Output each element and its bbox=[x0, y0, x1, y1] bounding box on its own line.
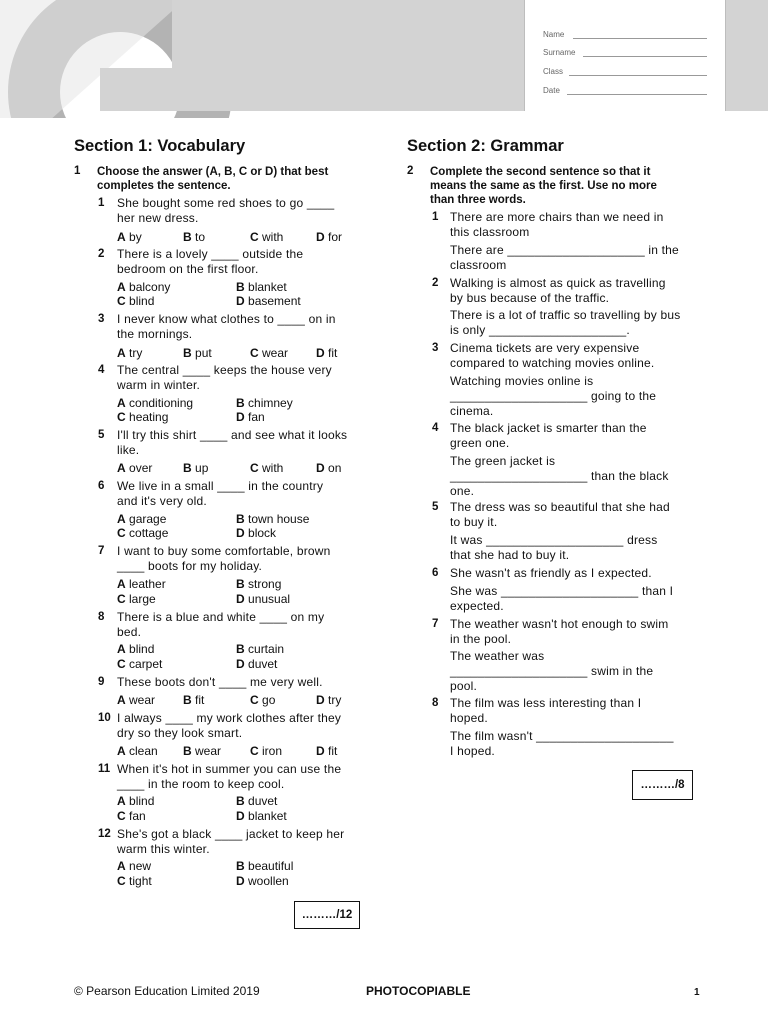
text-line: I'll try this shirt ____ and see what it looks bbox=[117, 428, 348, 442]
text-line: classroom bbox=[450, 258, 507, 272]
text-line: and it's very old. bbox=[117, 494, 207, 508]
option-text: up bbox=[195, 461, 209, 475]
option-letter: B bbox=[183, 230, 192, 244]
class-field[interactable] bbox=[569, 75, 707, 76]
text-line: The film was less interesting than I bbox=[450, 696, 642, 710]
option-text: conditioning bbox=[129, 396, 194, 410]
section-1-score-box[interactable]: ………/12 bbox=[294, 901, 360, 929]
text-line: green one. bbox=[450, 436, 510, 450]
surname-label: Surname bbox=[543, 48, 576, 57]
option-c[interactable] bbox=[250, 346, 288, 360]
option-text: leather bbox=[129, 577, 166, 591]
text-line: this classroom bbox=[450, 225, 530, 239]
option-a[interactable] bbox=[117, 230, 142, 244]
text-line: ____________________ than the black bbox=[450, 469, 669, 483]
second-sentence[interactable] bbox=[450, 454, 669, 499]
question-number: 3 bbox=[432, 342, 439, 354]
option-d[interactable] bbox=[236, 410, 265, 424]
exercise-1-instruction bbox=[97, 165, 328, 193]
question-text bbox=[117, 610, 324, 640]
option-b[interactable] bbox=[183, 461, 208, 475]
option-d[interactable] bbox=[236, 592, 290, 606]
option-letter: A bbox=[117, 859, 126, 873]
option-text: chimney bbox=[248, 396, 293, 410]
option-d[interactable] bbox=[236, 294, 301, 308]
option-text: garage bbox=[129, 512, 167, 526]
option-d[interactable] bbox=[316, 230, 342, 244]
text-line: The weather wasn't hot enough to swim bbox=[450, 617, 669, 631]
option-text: fit bbox=[195, 693, 205, 707]
text-line: The film wasn't ____________________ bbox=[450, 729, 674, 743]
option-letter: D bbox=[316, 461, 325, 475]
option-text: blind bbox=[129, 642, 155, 656]
option-letter: D bbox=[236, 526, 245, 540]
option-a[interactable] bbox=[117, 512, 166, 526]
second-sentence[interactable] bbox=[450, 533, 657, 563]
text-line: in the pool. bbox=[450, 632, 512, 646]
text-line: She was ____________________ than I bbox=[450, 584, 674, 598]
option-letter: C bbox=[250, 230, 259, 244]
instruction-line: than three words. bbox=[430, 194, 526, 206]
text-line: her new dress. bbox=[117, 211, 199, 225]
option-text: strong bbox=[248, 577, 282, 591]
option-text: clean bbox=[129, 744, 158, 758]
option-a[interactable] bbox=[117, 280, 170, 294]
second-sentence[interactable] bbox=[450, 649, 653, 694]
option-letter: B bbox=[183, 461, 192, 475]
option-letter: C bbox=[117, 657, 126, 671]
option-letter: D bbox=[236, 809, 245, 823]
exercise-2-number: 2 bbox=[407, 165, 414, 177]
text-line: pool. bbox=[450, 679, 478, 693]
option-text: large bbox=[129, 592, 156, 606]
question-number: 5 bbox=[98, 429, 105, 441]
option-text: unusual bbox=[248, 592, 291, 606]
first-sentence bbox=[450, 421, 647, 451]
option-a[interactable] bbox=[117, 577, 166, 591]
option-letter: B bbox=[236, 512, 245, 526]
option-text: new bbox=[129, 859, 152, 873]
second-sentence[interactable] bbox=[450, 729, 674, 759]
option-letter: D bbox=[316, 744, 325, 758]
option-text: blind bbox=[129, 794, 155, 808]
date-field[interactable] bbox=[567, 94, 707, 95]
instruction-line: means the same as the first. Use no more bbox=[430, 180, 657, 192]
question-number: 2 bbox=[98, 248, 105, 260]
text-line: dry so they look smart. bbox=[117, 726, 243, 740]
option-text: to bbox=[195, 230, 206, 244]
option-text: try bbox=[129, 346, 143, 360]
first-sentence bbox=[450, 210, 664, 240]
instruction-line: Choose the answer (A, B, C or D) that best bbox=[97, 166, 329, 178]
option-letter: B bbox=[236, 396, 245, 410]
option-text: duvet bbox=[248, 794, 278, 808]
option-b[interactable] bbox=[183, 693, 204, 707]
question-text bbox=[117, 247, 303, 277]
option-letter: D bbox=[236, 874, 245, 888]
name-field[interactable] bbox=[573, 38, 707, 39]
option-a[interactable] bbox=[117, 693, 155, 707]
option-letter: A bbox=[117, 744, 126, 758]
question-text bbox=[117, 312, 336, 342]
option-letter: B bbox=[236, 859, 245, 873]
option-text: blanket bbox=[248, 280, 287, 294]
option-letter: C bbox=[117, 410, 126, 424]
option-letter: C bbox=[117, 294, 126, 308]
question-number: 6 bbox=[98, 480, 105, 492]
text-line: the mornings. bbox=[117, 327, 193, 341]
option-a[interactable] bbox=[117, 642, 154, 656]
text-line: hoped. bbox=[450, 711, 488, 725]
option-letter: D bbox=[236, 592, 245, 606]
photocopiable-label: PHOTOCOPIABLE bbox=[366, 984, 471, 998]
option-c[interactable] bbox=[250, 744, 282, 758]
question-text bbox=[117, 711, 341, 741]
text-line: warm in winter. bbox=[117, 378, 201, 392]
question-text bbox=[117, 762, 341, 792]
option-c[interactable] bbox=[117, 657, 162, 671]
text-line: She's got a black ____ jacket to keep her bbox=[117, 827, 345, 841]
question-text bbox=[117, 675, 323, 690]
question-number: 1 bbox=[98, 197, 105, 209]
text-line: She wasn't as friendly as I expected. bbox=[450, 566, 652, 580]
option-text: fit bbox=[328, 744, 338, 758]
option-a[interactable] bbox=[117, 461, 152, 475]
option-text: wear bbox=[262, 346, 289, 360]
option-b[interactable] bbox=[236, 512, 309, 526]
option-text: by bbox=[129, 230, 142, 244]
option-c[interactable] bbox=[117, 526, 168, 540]
option-text: balcony bbox=[129, 280, 171, 294]
section-2-score-box[interactable]: ………/8 bbox=[632, 770, 693, 800]
option-text: fan bbox=[248, 410, 265, 424]
text-line: There is a blue and white ____ on my bbox=[117, 610, 325, 624]
option-letter: A bbox=[117, 396, 126, 410]
text-line: The black jacket is smarter than the bbox=[450, 421, 647, 435]
option-a[interactable] bbox=[117, 346, 142, 360]
option-d[interactable] bbox=[316, 693, 341, 707]
exercise-2-instruction bbox=[430, 165, 657, 207]
question-number: 7 bbox=[98, 545, 105, 557]
option-letter: B bbox=[236, 794, 245, 808]
option-a[interactable] bbox=[117, 794, 154, 808]
question-text bbox=[117, 428, 347, 458]
question-number: 1 bbox=[432, 211, 439, 223]
option-text: put bbox=[195, 346, 212, 360]
option-b[interactable] bbox=[183, 346, 212, 360]
option-c[interactable] bbox=[117, 874, 152, 888]
instruction-line: Complete the second sentence so that it bbox=[430, 166, 651, 178]
text-line: ____________________ going to the bbox=[450, 389, 657, 403]
option-letter: C bbox=[250, 346, 259, 360]
second-sentence[interactable] bbox=[450, 243, 679, 273]
surname-field[interactable] bbox=[583, 56, 707, 57]
option-b[interactable] bbox=[236, 396, 293, 410]
option-text: tight bbox=[129, 874, 152, 888]
option-d[interactable] bbox=[316, 461, 341, 475]
option-letter: B bbox=[183, 693, 192, 707]
option-text: on bbox=[328, 461, 342, 475]
text-line: There are more chairs than we need in bbox=[450, 210, 664, 224]
text-line: I want to buy some comfortable, brown bbox=[117, 544, 331, 558]
option-c[interactable] bbox=[250, 693, 275, 707]
option-b[interactable] bbox=[236, 280, 287, 294]
option-d[interactable] bbox=[236, 526, 276, 540]
option-letter: C bbox=[117, 526, 126, 540]
text-line: Cinema tickets are very expensive bbox=[450, 341, 640, 355]
option-letter: C bbox=[250, 744, 259, 758]
text-line: expected. bbox=[450, 599, 504, 613]
option-text: basement bbox=[248, 294, 301, 308]
option-letter: A bbox=[117, 461, 126, 475]
option-text: block bbox=[248, 526, 277, 540]
option-b[interactable] bbox=[236, 642, 284, 656]
option-text: fan bbox=[129, 809, 146, 823]
option-letter: A bbox=[117, 642, 126, 656]
text-line: The central ____ keeps the house very bbox=[117, 363, 332, 377]
question-number: 3 bbox=[98, 313, 105, 325]
question-number: 8 bbox=[432, 697, 439, 709]
question-text bbox=[117, 479, 323, 509]
text-line: I always ____ my work clothes after they bbox=[117, 711, 342, 725]
question-number: 12 bbox=[98, 828, 111, 840]
text-line: The green jacket is bbox=[450, 454, 556, 468]
option-text: blanket bbox=[248, 809, 287, 823]
second-sentence[interactable] bbox=[450, 374, 656, 419]
name-label: Name bbox=[543, 30, 565, 39]
text-line: cinema. bbox=[450, 404, 494, 418]
question-text bbox=[117, 827, 344, 857]
text-line: I never know what clothes to ____ on in bbox=[117, 312, 336, 326]
option-c[interactable] bbox=[117, 294, 154, 308]
option-c[interactable] bbox=[117, 592, 156, 606]
text-line: The dress was so beautiful that she had bbox=[450, 500, 670, 514]
text-line: These boots don't ____ me very well. bbox=[117, 675, 323, 689]
second-sentence[interactable] bbox=[450, 584, 673, 614]
first-sentence bbox=[450, 500, 670, 530]
text-line: I hoped. bbox=[450, 744, 495, 758]
option-letter: A bbox=[117, 794, 126, 808]
text-line: Walking is almost as quick as travelling bbox=[450, 276, 666, 290]
option-d[interactable] bbox=[236, 657, 277, 671]
option-text: duvet bbox=[248, 657, 278, 671]
question-text bbox=[117, 196, 334, 226]
option-letter: B bbox=[236, 280, 245, 294]
option-letter: C bbox=[117, 592, 126, 606]
text-line: There is a lovely ____ outside the bbox=[117, 247, 304, 261]
option-text: try bbox=[328, 693, 342, 707]
option-d[interactable] bbox=[236, 874, 289, 888]
first-sentence bbox=[450, 341, 654, 371]
option-c[interactable] bbox=[117, 410, 168, 424]
text-line: There are ____________________ in the bbox=[450, 243, 679, 257]
option-letter: C bbox=[117, 809, 126, 823]
option-text: carpet bbox=[129, 657, 163, 671]
text-line: When it's hot in summer you can use the bbox=[117, 762, 342, 776]
question-number: 4 bbox=[432, 422, 439, 434]
option-letter: D bbox=[236, 657, 245, 671]
option-letter: C bbox=[117, 874, 126, 888]
text-line: We live in a small ____ in the country bbox=[117, 479, 324, 493]
question-number: 6 bbox=[432, 567, 439, 579]
option-letter: D bbox=[316, 230, 325, 244]
section-1-title: Section 1: Vocabulary bbox=[74, 137, 246, 155]
option-letter: D bbox=[316, 693, 325, 707]
option-letter: B bbox=[183, 744, 192, 758]
text-line: It was ____________________ dress bbox=[450, 533, 658, 547]
question-number: 8 bbox=[98, 611, 105, 623]
option-a[interactable] bbox=[117, 744, 158, 758]
text-line: like. bbox=[117, 443, 140, 457]
option-a[interactable] bbox=[117, 859, 151, 873]
text-line: is only ____________________. bbox=[450, 323, 630, 337]
text-line: warm this winter. bbox=[117, 842, 210, 856]
option-b[interactable] bbox=[236, 859, 293, 873]
option-text: wear bbox=[129, 693, 156, 707]
option-text: iron bbox=[262, 744, 283, 758]
first-sentence bbox=[450, 617, 668, 647]
option-c[interactable] bbox=[117, 809, 146, 823]
option-text: for bbox=[328, 230, 343, 244]
option-a[interactable] bbox=[117, 396, 193, 410]
option-text: cottage bbox=[129, 526, 169, 540]
class-label: Class bbox=[543, 67, 564, 76]
option-c[interactable] bbox=[250, 230, 283, 244]
text-line: that she had to buy it. bbox=[450, 548, 570, 562]
date-label: Date bbox=[543, 86, 560, 95]
option-b[interactable] bbox=[183, 744, 221, 758]
option-letter: A bbox=[117, 577, 126, 591]
option-b[interactable] bbox=[236, 794, 277, 808]
option-letter: B bbox=[236, 642, 245, 656]
option-b[interactable] bbox=[236, 577, 281, 591]
question-number: 7 bbox=[432, 618, 439, 630]
option-letter: A bbox=[117, 693, 126, 707]
text-line: bedroom on the first floor. bbox=[117, 262, 259, 276]
exercise-1-number: 1 bbox=[74, 165, 81, 177]
option-text: heating bbox=[129, 410, 169, 424]
text-line: one. bbox=[450, 484, 475, 498]
text-line: Watching movies online is bbox=[450, 374, 594, 388]
question-text bbox=[117, 544, 331, 574]
question-number: 5 bbox=[432, 501, 439, 513]
option-text: woollen bbox=[248, 874, 289, 888]
option-text: curtain bbox=[248, 642, 285, 656]
option-letter: C bbox=[250, 693, 259, 707]
text-line: She bought some red shoes to go ____ bbox=[117, 196, 335, 210]
option-text: town house bbox=[248, 512, 310, 526]
option-text: blind bbox=[129, 294, 155, 308]
question-number: 9 bbox=[98, 676, 105, 688]
option-text: fit bbox=[328, 346, 338, 360]
text-line: ____ boots for my holiday. bbox=[117, 559, 263, 573]
text-line: compared to watching movies online. bbox=[450, 356, 655, 370]
second-sentence[interactable] bbox=[450, 308, 680, 338]
option-letter: C bbox=[250, 461, 259, 475]
option-letter: A bbox=[117, 230, 126, 244]
page-number: 1 bbox=[694, 987, 700, 998]
text-line: bed. bbox=[117, 625, 142, 639]
option-text: go bbox=[262, 693, 276, 707]
text-line: ____________________ swim in the bbox=[450, 664, 654, 678]
section-2-title: Section 2: Grammar bbox=[407, 137, 564, 155]
option-letter: B bbox=[183, 346, 192, 360]
option-b[interactable] bbox=[183, 230, 205, 244]
option-letter: D bbox=[316, 346, 325, 360]
text-line: The weather was bbox=[450, 649, 545, 663]
header-banner bbox=[0, 0, 768, 138]
question-number: 2 bbox=[432, 277, 439, 289]
option-letter: A bbox=[117, 346, 126, 360]
copyright-text: © Pearson Education Limited 2019 bbox=[74, 984, 260, 998]
option-d[interactable] bbox=[316, 346, 337, 360]
student-info-box bbox=[524, 0, 726, 111]
option-text: beautiful bbox=[248, 859, 294, 873]
question-text bbox=[117, 363, 332, 393]
option-letter: A bbox=[117, 512, 126, 526]
text-line: by bus because of the traffic. bbox=[450, 291, 610, 305]
text-line: There is a lot of traffic so travelling by bus bbox=[450, 308, 681, 322]
option-d[interactable] bbox=[316, 744, 337, 758]
option-c[interactable] bbox=[250, 461, 283, 475]
first-sentence bbox=[450, 276, 666, 306]
option-text: wear bbox=[195, 744, 222, 758]
option-d[interactable] bbox=[236, 809, 287, 823]
question-number: 4 bbox=[98, 364, 105, 376]
first-sentence bbox=[450, 696, 641, 726]
option-text: with bbox=[262, 230, 284, 244]
option-letter: B bbox=[236, 577, 245, 591]
text-line: to buy it. bbox=[450, 515, 498, 529]
first-sentence bbox=[450, 566, 652, 581]
option-letter: D bbox=[236, 294, 245, 308]
option-letter: A bbox=[117, 280, 126, 294]
option-text: over bbox=[129, 461, 153, 475]
instruction-line: completes the sentence. bbox=[97, 180, 231, 192]
option-letter: D bbox=[236, 410, 245, 424]
question-number: 10 bbox=[98, 712, 111, 724]
text-line: ____ in the room to keep cool. bbox=[117, 777, 285, 791]
option-text: with bbox=[262, 461, 284, 475]
question-number: 11 bbox=[98, 763, 111, 775]
